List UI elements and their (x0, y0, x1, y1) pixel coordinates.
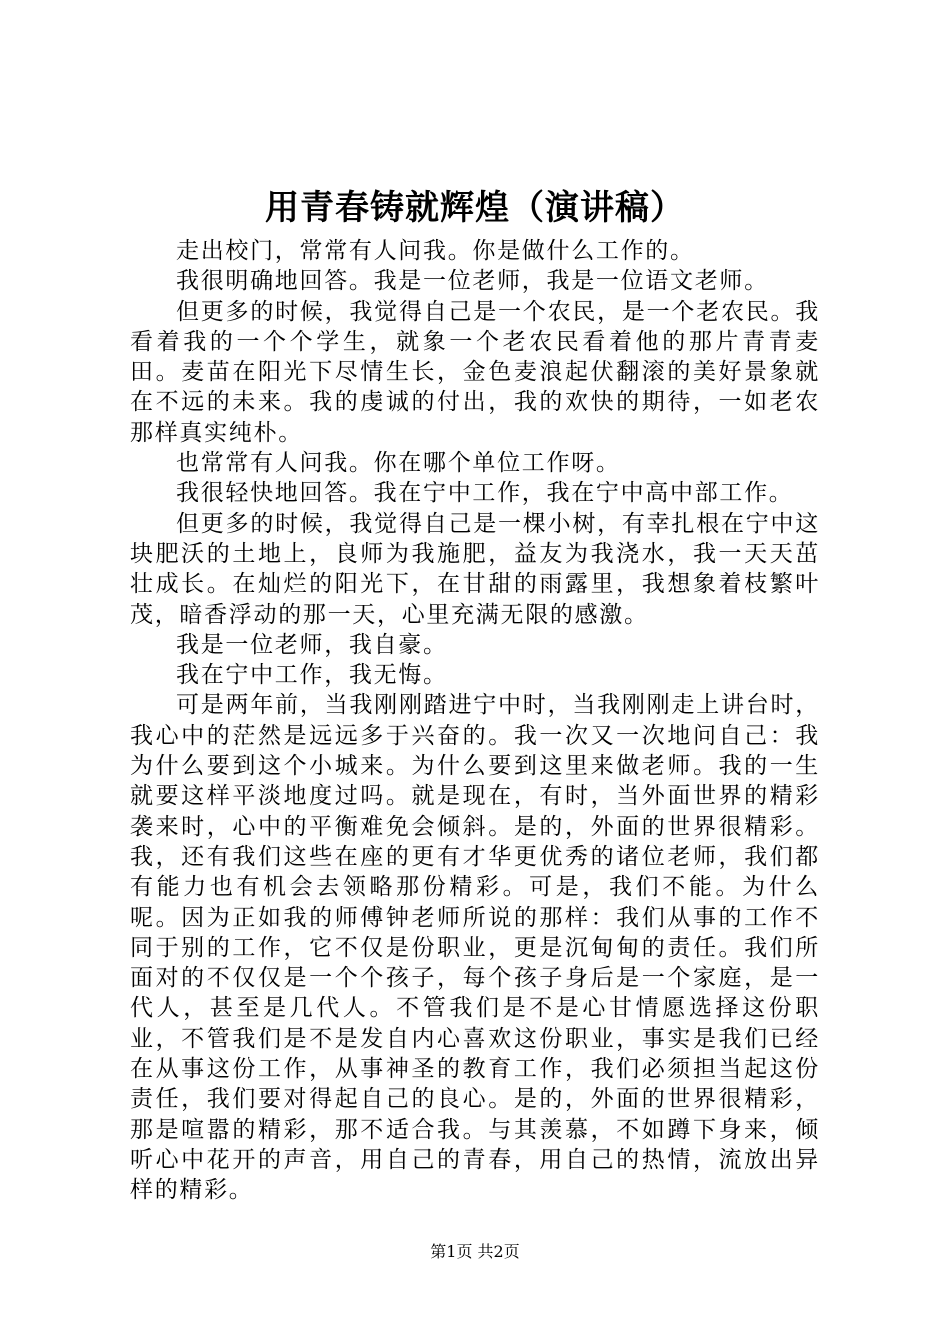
paragraph: 但更多的时候，我觉得自己是一棵小树，有幸扎根在宁中这块肥沃的土地上，良师为我施肥，益友为我浇水，我一天天茁壮成长。在灿烂的阳光下，在甘甜的雨露里，我想象着枝繁叶茂，暗香浮动的那一天，心里充满无限的感激。 (130, 510, 820, 628)
paragraph: 我很轻快地回答。我在宁中工作，我在宁中高中部工作。 (176, 480, 794, 507)
paragraph: 我很明确地回答。我是一位老师，我是一位语文老师。 (176, 268, 769, 295)
paragraph: 可是两年前，当我刚刚踏进宁中时，当我刚刚走上讲台时，我心中的茫然是远远多于兴奋的。我一次又一次地问自己：我为什么要到这个小城来。为什么要到这里来做老师。我的一生就要这样平淡地度过吗。就是现在，有时，当外面世界的精彩袭来时，心中的平衡难免会倾斜。是的，外面的世界很精彩。我，还有我们这些在座的更有才华更优秀的诸位老师，我们都有能力也有机会去领略那份精彩。可是，我们不能。为什么呢。因为正如我的师傅钟老师所说的那样：我们从事的工作不同于别的工作，它不仅是份职业，更是沉甸甸的责任。我们所面对的不仅仅是一个个孩子，每个孩子身后是一个家庭，是一代人，甚至是几代人。不管我们是不是心甘情愿选择这份职业，不管我们是不是发自内心喜欢这份职业，事实是我们已经在从事这份工作，从事神圣的教育工作，我们必须担当起这份责任，我们要对得起自己的良心。是的，外面的世界很精彩，那是喧嚣的精彩，那不适合我。与其羡慕，不如蹲下身来，倾听心中花开的声音，用自己的青春，用自己的热情，流放出异样的精彩。 (130, 692, 820, 1204)
paragraph: 我在宁中工作，我无悔。 (176, 662, 448, 689)
document-title: 用青春铸就辉煌（演讲稿） (265, 188, 685, 228)
page-number-footer: 第1页 共2页 (430, 1242, 520, 1261)
document-body (130, 236, 820, 1206)
paragraph: 走出校门，常常有人问我。你是做什么工作的。 (176, 238, 695, 264)
paragraph: 也常常有人问我。你在哪个单位工作呀。 (176, 450, 621, 477)
paragraph: 我是一位老师，我自豪。 (176, 631, 448, 658)
paragraph: 但更多的时候，我觉得自己是一个农民，是一个老农民。我看着我的一个个学生，就象一个老农民看着他的那片青青麦田。麦苗在阳光下尽情生长，金色麦浪起伏翻滚的美好景象就在不远的未来。我的虔诚的付出，我的欢快的期待，一如老农那样真实纯朴。 (130, 298, 820, 446)
